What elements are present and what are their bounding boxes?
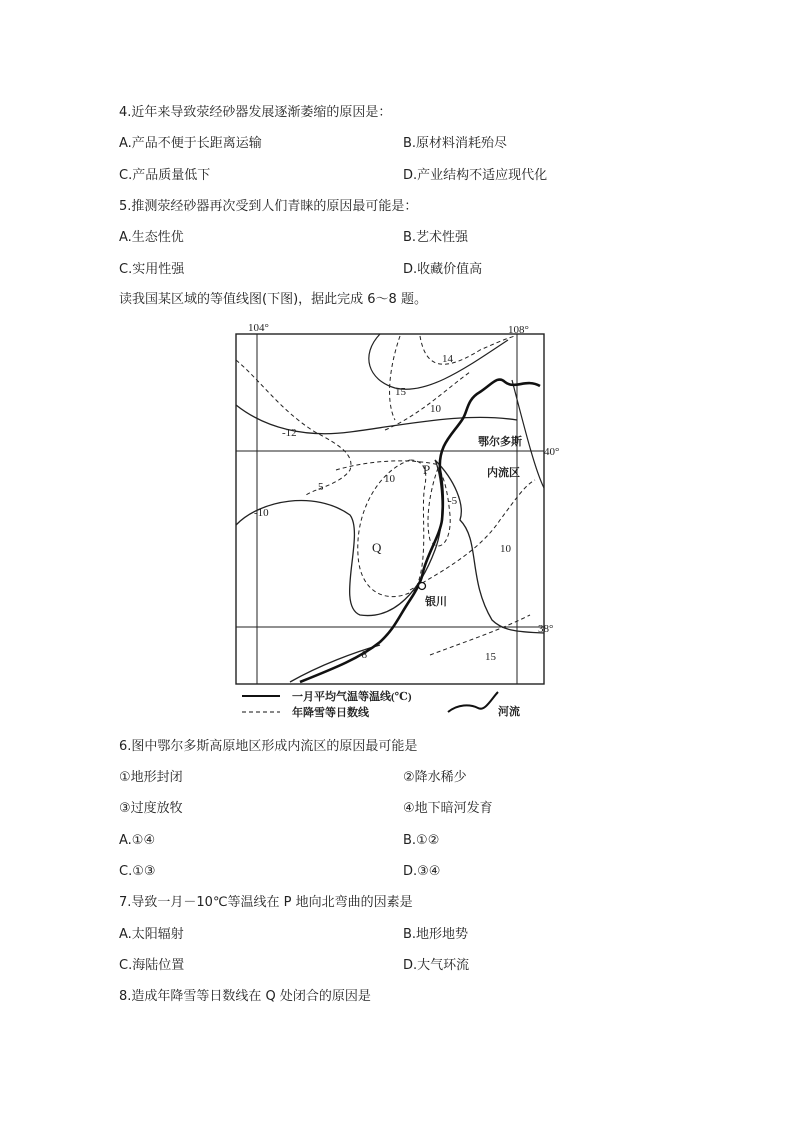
q4-option-c: C.产品质量低下 xyxy=(119,168,211,183)
snow-label-5: 5 xyxy=(318,481,324,493)
snow-line-10-east xyxy=(410,480,535,590)
isotherm-label-minus12: -12 xyxy=(282,427,297,439)
legend-river-swatch xyxy=(448,692,498,712)
lon-label-108: 108° xyxy=(508,324,529,336)
isotherm-label-minus8: -8 xyxy=(358,649,368,661)
snow-label-10-q: 10 xyxy=(384,473,395,485)
q6-statement-3: ③过度放牧 xyxy=(119,801,183,816)
q4-stem: 4.近年来导致荥经砂器发展逐渐萎缩的原因是： xyxy=(119,105,392,120)
isotherm-minus12 xyxy=(236,405,517,434)
q4-option-a: A.产品不便于长距离运输 xyxy=(119,136,262,151)
endorheic-label: 内流区 xyxy=(487,467,520,479)
q6-statement-1: ①地形封闭 xyxy=(119,770,183,785)
q7-option-b: B.地形地势 xyxy=(403,927,469,942)
snow-label-15-south: 15 xyxy=(485,651,496,663)
point-p-label: P xyxy=(423,462,431,477)
yinchuan-label: 银川 xyxy=(425,596,447,608)
lon-label-104: 104° xyxy=(248,322,269,334)
snow-line-15-south xyxy=(430,615,530,655)
snow-label-15: 15 xyxy=(395,386,406,398)
legend-river-label: 河流 xyxy=(498,706,520,718)
q6-option-d: D.③④ xyxy=(403,864,441,879)
q6-statement-2: ②降水稀少 xyxy=(403,770,467,785)
isotherm-north-loop xyxy=(369,334,508,389)
q4-option-b: B.原材料消耗殆尽 xyxy=(403,136,508,151)
q8-stem: 8.造成年降雪等日数线在 Q 处闭合的原因是 xyxy=(119,989,371,1004)
snow-label-14: 14 xyxy=(442,353,453,365)
legend-snow-label: 年降雪等日数线 xyxy=(292,707,369,719)
snow-line-14 xyxy=(420,336,515,364)
map-intro: 读我国某区域的等值线图(下图)，据此完成 6～8 题。 xyxy=(119,292,427,307)
q7-stem: 7.导致一月－10℃等温线在 P 地向北弯曲的因素是 xyxy=(119,895,413,910)
q4-option-d: D.产业结构不适应现代化 xyxy=(403,168,548,183)
yellow-river xyxy=(300,379,540,682)
q6-option-a: A.①④ xyxy=(119,833,156,848)
contour-map xyxy=(230,320,560,720)
isotherm-label-minus10: -10 xyxy=(254,507,269,519)
point-q-label: Q xyxy=(372,540,382,555)
q7-option-d: D.大气环流 xyxy=(403,958,470,973)
ordos-label: 鄂尔多斯 xyxy=(478,436,522,448)
q5-option-b: B.艺术性强 xyxy=(403,230,469,245)
q5-stem: 5.推测荥经砂器再次受到人们青睐的原因最可能是： xyxy=(119,199,418,214)
q7-option-c: C.海陆位置 xyxy=(119,958,185,973)
snow-label-10-east: 10 xyxy=(500,543,511,555)
legend-isotherm-label: 一月平均气温等温线(℃) xyxy=(292,691,412,703)
lat-label-40: 40° xyxy=(544,446,560,458)
q5-option-d: D.收藏价值高 xyxy=(403,262,483,277)
q6-option-b: B.①② xyxy=(403,833,440,848)
lat-label-38: 38° xyxy=(538,623,554,635)
q6-option-c: C.①③ xyxy=(119,864,156,879)
yinchuan-marker xyxy=(419,583,426,590)
q6-statement-4: ④地下暗河发育 xyxy=(403,801,493,816)
isotherm-minus10 xyxy=(236,460,544,633)
snow-line-15 xyxy=(390,336,400,420)
q5-option-c: C.实用性强 xyxy=(119,262,185,277)
q5-option-a: A.生态性优 xyxy=(119,230,184,245)
q6-stem: 6.图中鄂尔多斯高原地区形成内流区的原因最可能是 xyxy=(119,739,418,754)
snow-label-minus5: -5 xyxy=(448,495,458,507)
snow-label-10-north: 10 xyxy=(430,403,441,415)
q7-option-a: A.太阳辐射 xyxy=(119,927,184,942)
